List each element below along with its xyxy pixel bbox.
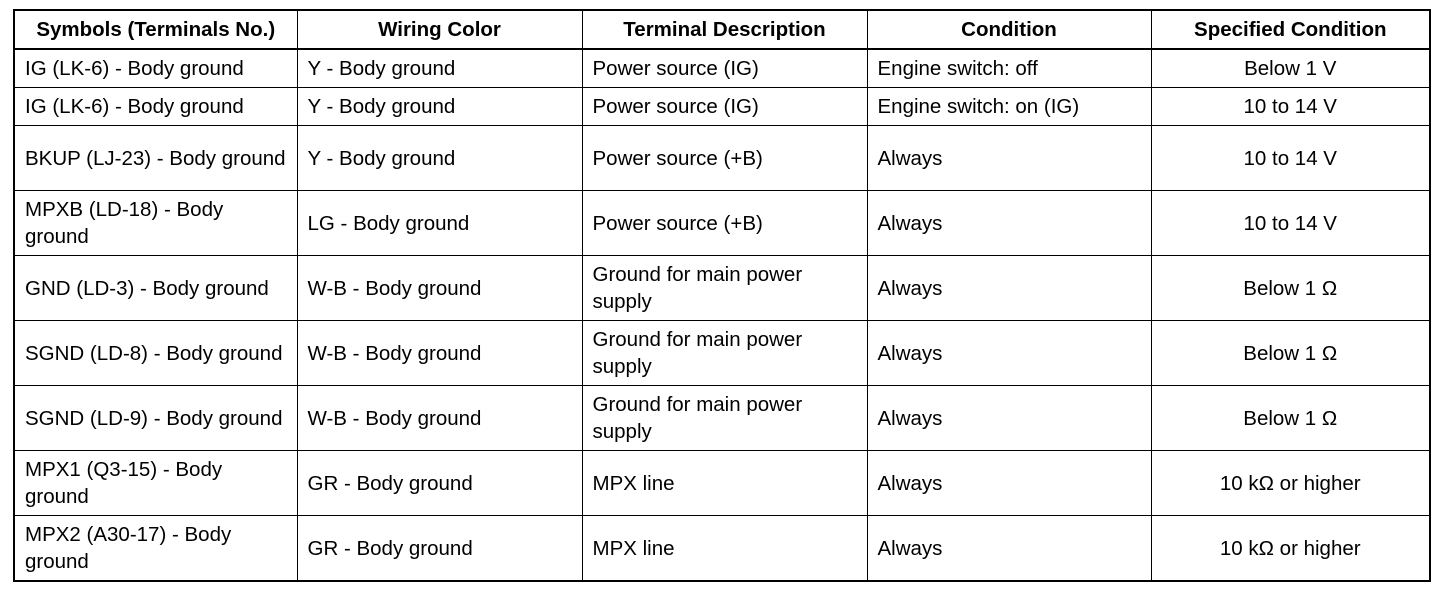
- cell-specified-condition: Below 1 Ω: [1151, 256, 1430, 321]
- cell-specified-condition: Below 1 Ω: [1151, 321, 1430, 386]
- cell-terminal-description: Ground for main power supply: [582, 386, 867, 451]
- header-wiring-color: Wiring Color: [297, 10, 582, 49]
- cell-condition: Always: [867, 126, 1151, 191]
- cell-wiring-color: Y - Body ground: [297, 49, 582, 88]
- cell-terminal-description: Ground for main power supply: [582, 321, 867, 386]
- table-row: [14, 451, 1430, 516]
- cell-condition: Always: [867, 516, 1151, 582]
- cell-terminal-description: Power source (+B): [582, 126, 867, 191]
- cell-specified-condition: 10 kΩ or higher: [1151, 516, 1430, 582]
- cell-symbols: BKUP (LJ-23) - Body ground: [14, 126, 297, 191]
- cell-specified-condition: 10 to 14 V: [1151, 126, 1430, 191]
- cell-condition: Always: [867, 451, 1151, 516]
- cell-symbols: IG (LK-6) - Body ground: [14, 49, 297, 88]
- cell-terminal-description: Power source (+B): [582, 191, 867, 256]
- cell-wiring-color: Y - Body ground: [297, 126, 582, 191]
- cell-symbols: SGND (LD-9) - Body ground: [14, 386, 297, 451]
- header-terminal-description: Terminal Description: [582, 10, 867, 49]
- cell-symbols: MPXB (LD-18) - Body ground: [14, 191, 297, 256]
- cell-condition: Always: [867, 386, 1151, 451]
- cell-terminal-description: Power source (IG): [582, 88, 867, 126]
- terminal-check-table: [13, 9, 1431, 582]
- table-row: [14, 191, 1430, 256]
- header-row: [14, 10, 1430, 49]
- cell-terminal-description: MPX line: [582, 451, 867, 516]
- cell-specified-condition: Below 1 V: [1151, 49, 1430, 88]
- cell-wiring-color: GR - Body ground: [297, 516, 582, 582]
- cell-symbols: MPX1 (Q3-15) - Body ground: [14, 451, 297, 516]
- table-row: [14, 386, 1430, 451]
- cell-condition: Engine switch: on (IG): [867, 88, 1151, 126]
- table-row: [14, 321, 1430, 386]
- cell-specified-condition: 10 to 14 V: [1151, 88, 1430, 126]
- cell-symbols: GND (LD-3) - Body ground: [14, 256, 297, 321]
- cell-condition: Engine switch: off: [867, 49, 1151, 88]
- cell-symbols: MPX2 (A30-17) - Body ground: [14, 516, 297, 582]
- cell-terminal-description: Ground for main power supply: [582, 256, 867, 321]
- table-row: [14, 516, 1430, 582]
- header-symbols: Symbols (Terminals No.): [14, 10, 297, 49]
- cell-specified-condition: 10 to 14 V: [1151, 191, 1430, 256]
- table-row: [14, 256, 1430, 321]
- cell-condition: Always: [867, 256, 1151, 321]
- cell-condition: Always: [867, 191, 1151, 256]
- cell-wiring-color: Y - Body ground: [297, 88, 582, 126]
- cell-wiring-color: W-B - Body ground: [297, 256, 582, 321]
- header-specified-condition: Specified Condition: [1151, 10, 1430, 49]
- cell-wiring-color: LG - Body ground: [297, 191, 582, 256]
- cell-terminal-description: MPX line: [582, 516, 867, 582]
- cell-specified-condition: Below 1 Ω: [1151, 386, 1430, 451]
- cell-symbols: SGND (LD-8) - Body ground: [14, 321, 297, 386]
- table-row: [14, 88, 1430, 126]
- cell-terminal-description: Power source (IG): [582, 49, 867, 88]
- cell-condition: Always: [867, 321, 1151, 386]
- table-row: [14, 49, 1430, 88]
- cell-wiring-color: W-B - Body ground: [297, 386, 582, 451]
- table-row: [14, 126, 1430, 191]
- cell-symbols: IG (LK-6) - Body ground: [14, 88, 297, 126]
- cell-wiring-color: W-B - Body ground: [297, 321, 582, 386]
- cell-specified-condition: 10 kΩ or higher: [1151, 451, 1430, 516]
- header-condition: Condition: [867, 10, 1151, 49]
- cell-wiring-color: GR - Body ground: [297, 451, 582, 516]
